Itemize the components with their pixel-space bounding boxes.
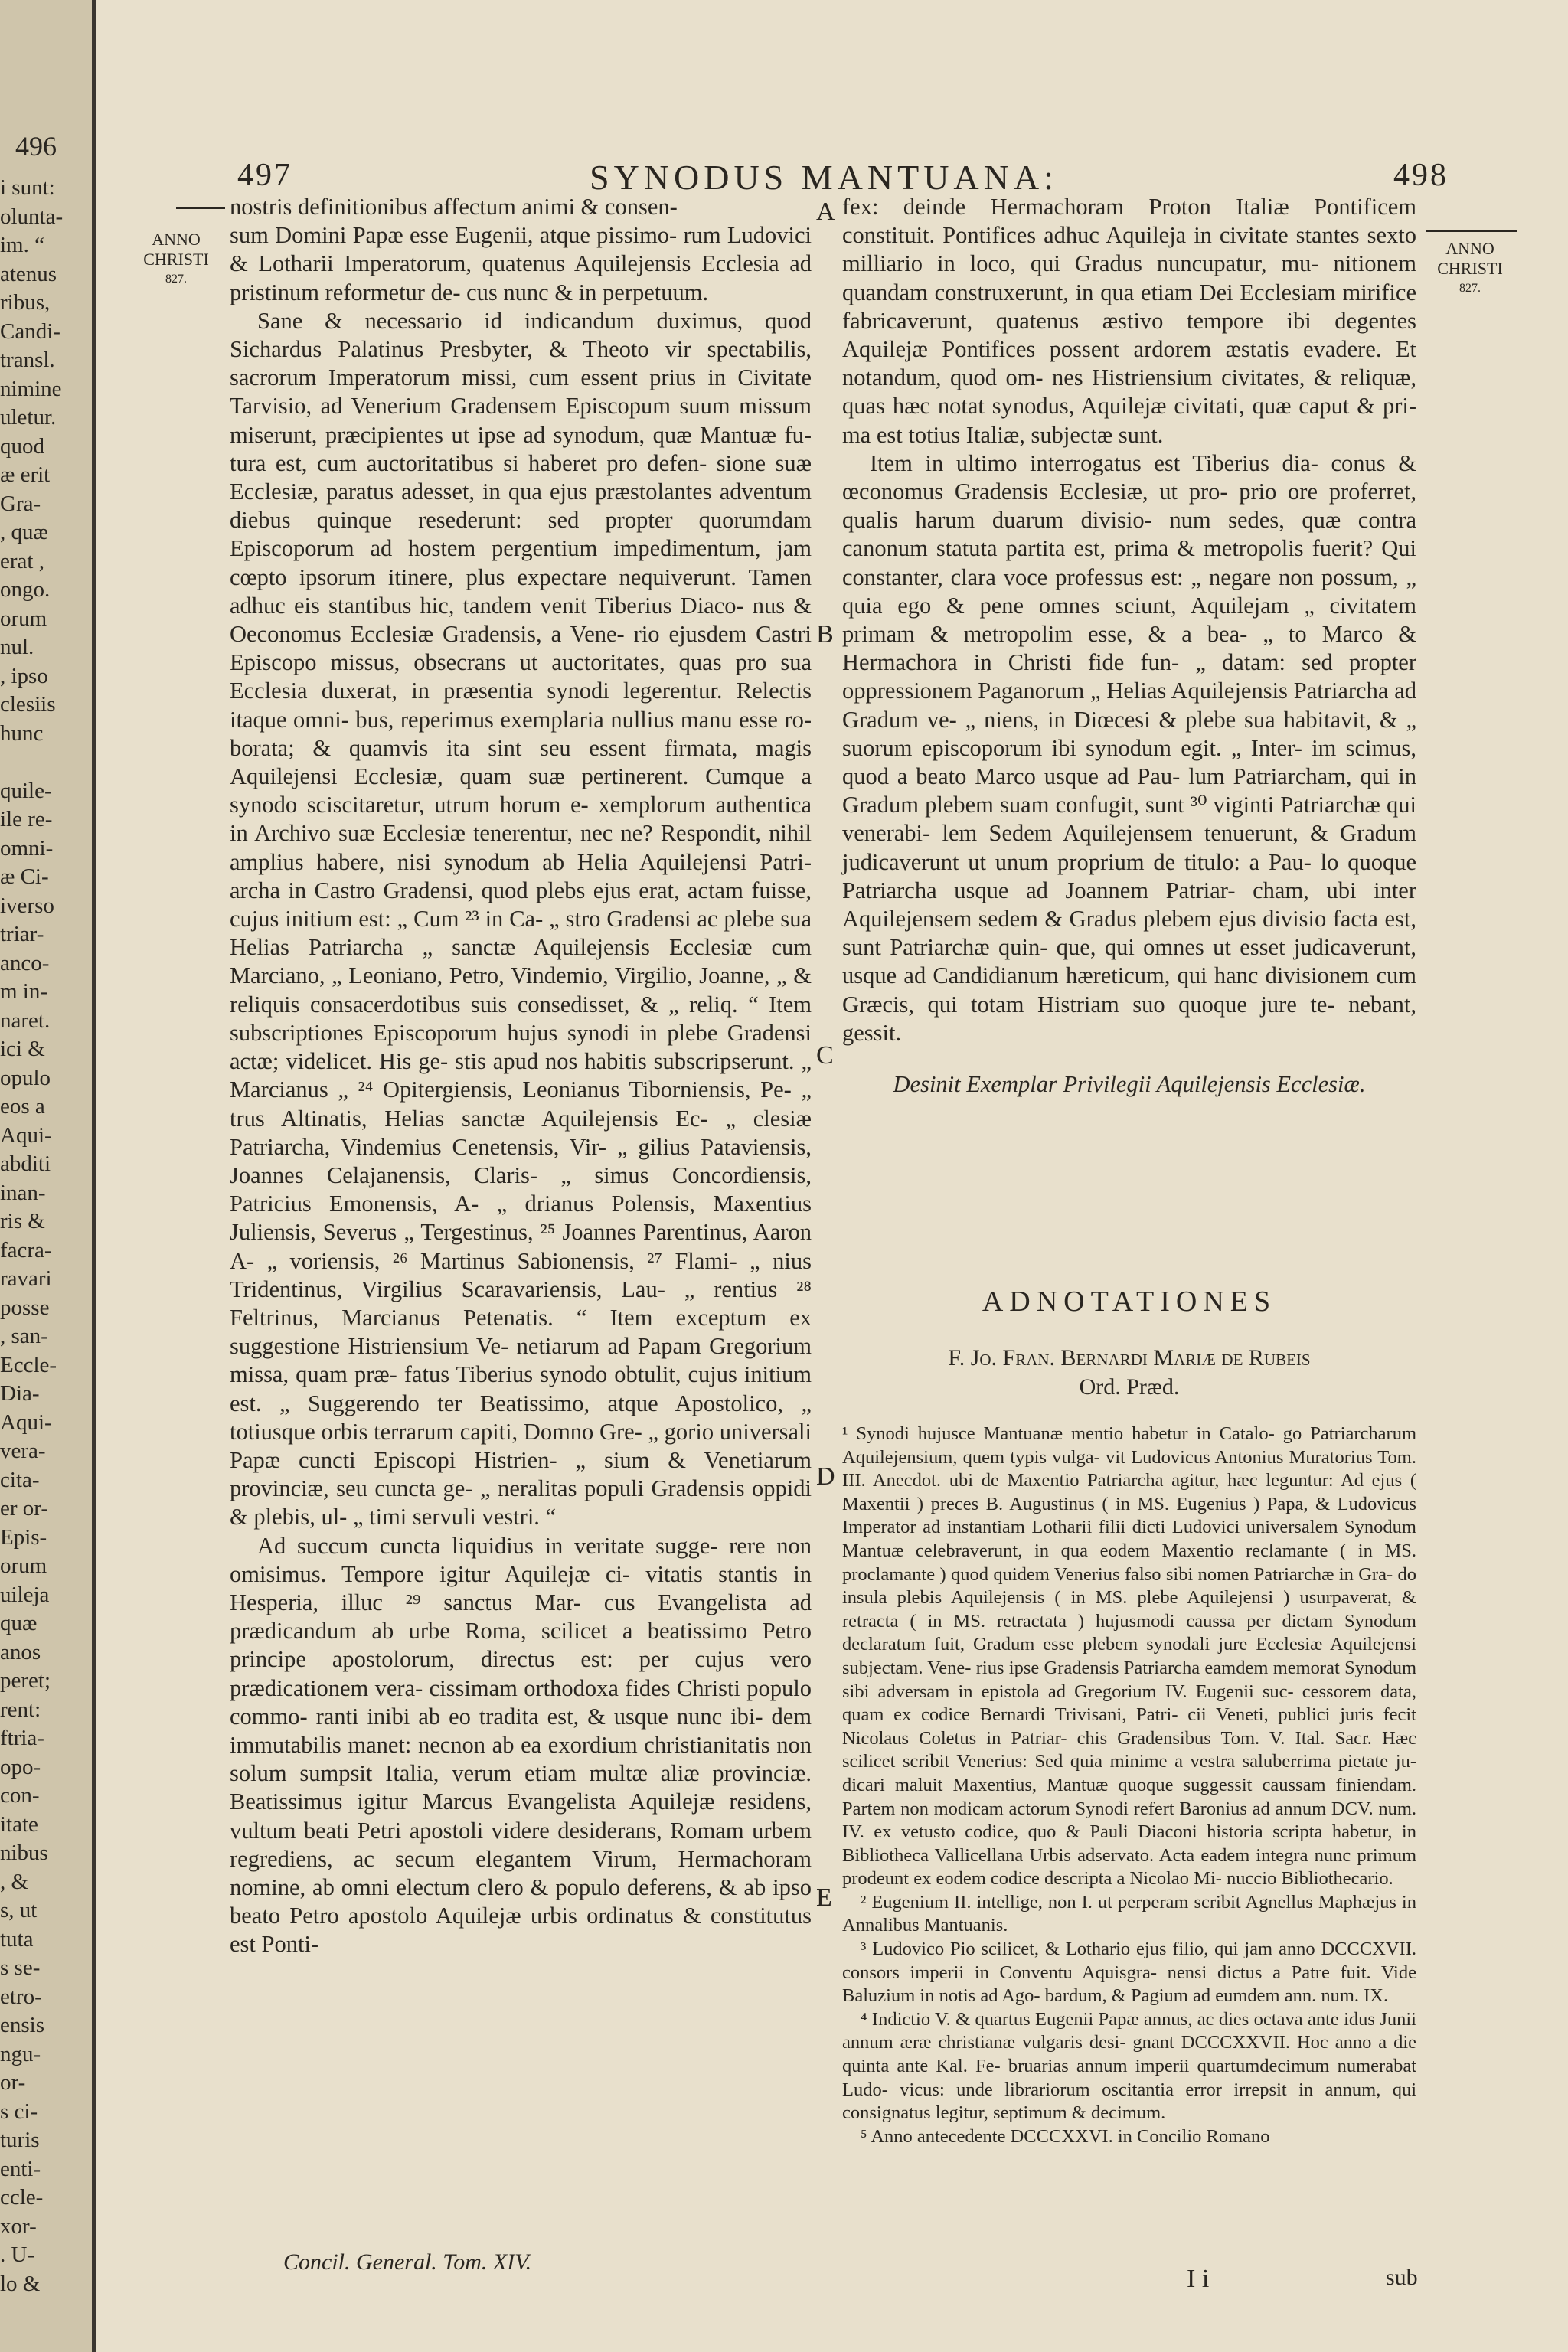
previous-page-fragment: opulo	[0, 1065, 51, 1090]
previous-page-fragment: er or-	[0, 1496, 49, 1521]
previous-page-number: 496	[15, 131, 57, 162]
previous-page-fragment: ici &	[0, 1037, 45, 1061]
previous-page-fragment: ile re-	[0, 807, 53, 831]
previous-page-fragment: or-	[0, 2070, 26, 2095]
previous-page-fragment: etro-	[0, 1984, 42, 2009]
previous-page-fragment: Eccle-	[0, 1352, 57, 1377]
anno-year: 827.	[1459, 282, 1481, 295]
previous-page-fragment: , ipso	[0, 663, 48, 688]
note: ² Eugenium II. intellige, non I. ut perperam scribit Agnellus Maphæjus in Annalibus Mantuanis.	[842, 1891, 1416, 1936]
paragraph: sum Domini Papæ esse Eugenii, atque pissimo- rum Ludovici & Lotharii Imperatorum, quatenus Aquilejensis Ecclesia ad pristinum reformetur de- cus nunc & in perpetuum.	[230, 222, 812, 305]
left-column	[230, 193, 812, 1959]
previous-page-fragment: olunta-	[0, 204, 64, 229]
margin-letter-b: B	[816, 620, 834, 648]
note: ⁵ Anno antecedente DCCCXXVI. in Concilio Romano	[861, 2125, 1270, 2147]
previous-page-fragment: ris &	[0, 1209, 45, 1233]
previous-page-fragment: ravari	[0, 1266, 52, 1291]
previous-page-fragment: omni-	[0, 835, 54, 861]
previous-page-fragment: rent:	[0, 1697, 41, 1722]
margin-letter-d: D	[816, 1462, 835, 1491]
previous-page-strip	[0, 0, 96, 2352]
previous-page-fragment: con-	[0, 1783, 40, 1808]
note: ¹ Synodi hujusce Mantuanæ mentio habetur in Catalo- go Patriarcharum Aquilejensium, quem typis vulga- vit Ludovicus Antonius Muratorius Tom. III. Anecdot. ubi de Maxentio Patriarcha agitur, hæc leguntur: Ad ejus ( Maxentii ) preces B. Augustinus ( in MS. Eugenius ) Papa, & Ludovicus Imperator ad instantiam Lotharii filii dicti Ludovici universalem Synodum Mantuæ celebraverunt, in qua eodem Maxentio reclamante ( in MS. proclamante ) quod quidem Venerius falso sibi nomen Patriarchæ in Gra- do insula plebis Aquilejensis ( in MS. plebe Aquilejensi ) usurpaverat, & retracta ( in MS. retractata ) hujusmodi caussa per dictam Synodum declaratum fuit, Gradum esse plebem synodali jure Ecclesiæ Aquilejensi subjectam. Vene- rius ipse Gradensis Patriarcha eamdem memorat Synodum sibi adversam in epistola ad Gregorium IV. Eugenii suc- cessorem data, quam ex codice Bernardi Trivisani, Patri- cii Veneti, publici juris fecit Nicolaus Coletus in Patriar- chis Gradensibus Tom. V. Ital. Sacr. Hæc scilicet scribit Venerius: Sed quia minime a vestra saluberrima pietate ju- dicari maluit Maxentius, Mantuæ quoque suggessit caussam finiendam. Partem non modicam actorum Synodi refert Baronius ad annum DCV. num. IV. ex vetusto codice, quo & Pauli Diaconi historia scripta habetur, in Bibliotheca Vallicellana Urbis adservato. Acta eadem integra nunc primum prodeunt ex eodem codice descripta a Nicolao Mi- nuccio Bibliothecario.	[842, 1423, 1416, 1890]
previous-page-fragment: atenus	[0, 261, 57, 286]
anno-label: ANNO	[1446, 239, 1494, 258]
annotator-credit	[842, 1344, 1416, 1402]
note: ³ Ludovico Pio scilicet, & Lothario ejus filio, qui jam anno DCCCXVII. consors imperii in Conventu Aquisgra- nensi dictus a Patre fuit. Vide Baluzium in notis ad Ago- bardum, & Pagium ad eumdem ann. num. IX.	[842, 1939, 1416, 2007]
running-title: SYNODUS MANTUANA:	[590, 158, 1058, 197]
previous-page-fragment: facra-	[0, 1237, 52, 1263]
author-order: Ord. Præd.	[1079, 1374, 1180, 1400]
annotations	[842, 1423, 1416, 2148]
left-page-number: 497	[237, 158, 292, 193]
paragraph: Item in ultimo interrogatus est Tiberius dia- conus & œconomus Gradensis Ecclesiæ, ut pro- prio ore proferret, qualis harum duarum divisio- num sedes, quæ contra canonum statuta partita est, prima & metropolis fuerit? Qui constanter, clara voce professus est: „ negare non possum, „ quia ego & pene omnes sciunt, Aquilejam „ civitatem primam & metropolim esse, & a bea- „ to Marco & Hermachora in Christi fide fun- „ datam: sed propter oppressionem Paganorum „ Helias Aquilejensis Patriarcha ad Gradum ve- „ niens, in Diœcesi & plebe sua habitavit, & „ suorum episcoporum ibi synodum egit. „ Inter- im scimus, quod a beato Marco usque ad Pau- lum Patriarcham, qui in Gradum plebem suam confugit, sunt ³⁰ viginti Patriarchæ qui venerabi- lem Sedem Aquilejensem tenuerunt, & Gradum judicaverunt ut unum proprium de titulo: a Pau- lo quoque Patriarcha usque ad Joannem Patriar- cham, ubi inter Aquilejensem sedem & Gradus plebem ejus divisio facta est, sunt Patriarchæ quin- que, qui omnes ut esset judicaverunt, usque ad Candidianum hæreticum, qui hanc divisionem cum Græcis, qui totam Histriam suo quoque jure te- nebant, gessit.	[842, 449, 1416, 1046]
previous-page-fragment: nul.	[0, 635, 34, 659]
previous-page-fragment: uileja	[0, 1582, 50, 1607]
previous-page-fragment: uletur.	[0, 405, 57, 430]
previous-page-fragment: orum	[0, 1553, 47, 1578]
previous-page-fragment: quæ	[0, 1611, 38, 1635]
previous-page-fragment: ngu-	[0, 2041, 41, 2066]
previous-page-fragment: vera-	[0, 1439, 46, 1463]
previous-page-fragment: inan-	[0, 1180, 46, 1205]
previous-page-fragment: . U-	[0, 2243, 35, 2267]
explicit-line: Desinit Exemplar Privilegii Aquilejensis Ecclesiæ.	[893, 1071, 1366, 1098]
previous-page-fragment: m in-	[0, 979, 48, 1004]
footer-reference: Concil. General. Tom. XIV.	[283, 2249, 532, 2275]
anno-christi-right	[1424, 239, 1516, 299]
right-column	[842, 193, 1416, 1099]
previous-page-fragment: orum	[0, 606, 47, 631]
previous-page-fragment: ftria-	[0, 1726, 44, 1750]
previous-page-fragment: Candi-	[0, 318, 60, 344]
paragraph: Sane & necessario id indicandum duximus, quod Sichardus Palatinus Presbyter, & Theoto vir spectabilis, sacrorum Imperatorum missi, cum essent prius in Civitate Tarvisio, ad Venerium Gradensem Episcopum suum missum miserunt, præcipientes ut ipse ad synodum, quæ Mantuæ fu- tura est, cum auctoritatibus si haberet pro defen- sione suæ Ecclesiæ, paratus adesset, in qua ejus præstolantes adventum diebus quinque resederunt: sed propter quorumdam Episcoporum ad hostem pergentium impedimentum, jam cœpto ipsorum itinere, plus expectare nequiverunt. Tamen adhuc eis stantibus hic, tandem venit Tiberius Diaco- nus & Oeconomus Ecclesiæ Gradensis, a Vene- rio ejusdem Castri Episcopo missus, obsecrans ut auctoritates, quas pro sua Ecclesia duxerat, in præsentia synodi legerentur. Relectis itaque omni- bus, reperimus exemplaria nullius manu esse ro- borata; & quamvis ita sint seu essent firmata, magis Aquilejensi Ecclesiæ, quam suæ pertinerent. Cumque a synodo sciscitaretur, utrum horum e- xemplorum authentica in Archivo suæ Ecclesiæ tenerentur, nec ne? Respondit, nihil amplius habere, nisi synodum ab Helia Aquilejensi Patri- archa in Castro Gradensi, quod plebs ejus erat, actam fuisse, cujus initium est: „ Cum ²³ in Ca- „ stro Gradensi ac plebe sua Helias Patriarcha „ sanctæ Aquilejensis Ecclesiæ cum Marciano, „ Leoniano, Petro, Vindemio, Virgilio, Joanne, „ & reliquis consacerdotibus suis consedisset, & „ reliq. “ Item subscriptiones Episcoporum hujus synodi in plebe Gradensi actæ; videlicet. His ge- stis apud nos habitis subscripserunt. „ Marcianus „ ²⁴ Opitergiensis, Leonianus Tiborniensis, Pe- „ trus Altinatis, Helias sanctæ Aquilejensis Ec- „ clesiæ Patriarcha, Vindemius Cenetensis, Vir- „ gilius Pataviensis, Joannes Celajanensis, Claris- „ simus Concordiensis, Patricius Emonensis, A- „ drianus Polensis, Maxentius Juliensis, Severus „ Tergestinus, ²⁵ Joannes Parentinus, Aaron A- „ voriensis, ²⁶ Martinus Sabionensis, ²⁷ Flami- „ nius Tridentinus, Virgilius Scaravariensis, Lau- „ rentius ²⁸ Feltrinus, Marcianus Petenatis. “ Item exceptum ex suggestione Histriensium Ve- netiarum ad Papam Gregorium missa, quam præ- fatus Tiberius synodo obtulit, cujus initium est. „ Suggerendo ter Beatissimo, atque Apostolico, „ totiusque orbis terrarum capiti, Domno Gre- „ gorio universali Papæ cuncti Episcopi Histrien- „ sium & Venetiarum provinciæ, seu cuncta ge- „ neralitas populi Gradensis oppidi & plebis, ul- „ timi servuli vestri. “	[230, 307, 812, 1530]
previous-page-fragment: cita-	[0, 1467, 40, 1492]
paragraph: fex: deinde Hermachoram Proton Italiæ Pontificem constituit. Pontifices adhuc Aquileja in civitate stantes sexto milliario in loco, qui Gradus nuncupatur, mu- nitionem quandam construxerunt, in qua etiam Dei Ecclesiam mirifice fabricaverunt, quatenus æstivo tempore ibi degentes Aquilejæ Pontifices possent ardorem æstatis evadere. Et notandum, quod om- nes Histriensium civitates, & reliquæ, quas hæc notat synodus, Aquilejæ civitati, quæ caput & pri- ma est totius Italiæ, subjectæ sunt.	[842, 194, 1416, 448]
previous-page-fragment: s se-	[0, 1955, 41, 1980]
previous-page-fragment: nibus	[0, 1841, 48, 1865]
previous-page-fragment: s, ut	[0, 1898, 38, 1922]
previous-page-fragment: opo-	[0, 1754, 41, 1779]
adnotationes-heading: ADNOTATIONES	[982, 1285, 1277, 1318]
previous-page-fragment: quod	[0, 433, 44, 459]
previous-page-fragment: triar-	[0, 922, 44, 946]
previous-page-fragment: s ci-	[0, 2099, 38, 2124]
previous-page-fragment: Gra-	[0, 491, 41, 516]
previous-page-fragment: quile-	[0, 778, 52, 803]
previous-page-fragment: , san-	[0, 1324, 48, 1348]
right-rule	[1426, 230, 1517, 232]
previous-page-fragment: clesiis	[0, 692, 56, 717]
previous-page-fragment: anco-	[0, 950, 50, 975]
anno-christi-left	[134, 230, 218, 289]
margin-letter-e: E	[816, 1883, 832, 1912]
catchword: sub	[1386, 2265, 1418, 2290]
anno-year: 827.	[165, 273, 187, 286]
author-name: F. Jo. Fran. Bernardi Mariæ de Rubeis	[948, 1345, 1311, 1370]
previous-page-fragment: anos	[0, 1639, 41, 1664]
previous-page-fragment: itate	[0, 1811, 38, 1837]
previous-page-fragment: ribus,	[0, 290, 51, 315]
previous-page-fragment: ongo.	[0, 577, 51, 602]
previous-page-fragment: naret.	[0, 1008, 51, 1033]
previous-page-fragment: xor-	[0, 2213, 37, 2239]
previous-page-fragment: æ Ci-	[0, 864, 49, 889]
signature-mark: I i	[1187, 2265, 1210, 2293]
previous-page-fragment: ccle-	[0, 2185, 44, 2210]
previous-page-fragment: Aqui-	[0, 1122, 52, 1148]
previous-page-fragment: Aqui-	[0, 1410, 52, 1435]
left-rule	[176, 207, 225, 209]
christi-label: CHRISTI	[143, 250, 209, 269]
previous-page-fragment: posse	[0, 1295, 50, 1320]
right-page-number: 498	[1393, 158, 1449, 193]
previous-page-fragment: peret;	[0, 1668, 51, 1693]
previous-page-fragment: i sunt:	[0, 175, 55, 200]
previous-page-fragment: , &	[0, 1869, 29, 1894]
note: ⁴ Indictio V. & quartus Eugenii Papæ annus, ac dies octava ante idus Junii annum æræ christianæ vulgaris desi- gnant DCCCXXVII. Hoc anno a die quinta ante Kal. Fe- bruarias annum imperii quartumdecimum numerabat Ludo- vicus: unde librariorum oscitantia error irrepsit in annum, qui consignatus legitur, septimum & decimum.	[842, 2008, 1416, 2124]
previous-page-fragment: erat ,	[0, 548, 44, 573]
previous-page-fragment: ensis	[0, 2013, 44, 2037]
christi-label: CHRISTI	[1437, 259, 1503, 278]
previous-page-fragment: iverso	[0, 893, 54, 918]
previous-page-fragment: Dia-	[0, 1381, 40, 1406]
previous-page-fragment: enti-	[0, 2156, 41, 2181]
previous-page-fragment: Epis-	[0, 1524, 47, 1550]
previous-page-fragment: abditi	[0, 1152, 51, 1176]
anno-label: ANNO	[152, 230, 201, 249]
previous-page-fragment: eos a	[0, 1094, 45, 1119]
margin-letter-a: A	[816, 198, 835, 226]
previous-page-fragment: nimine	[0, 376, 62, 401]
margin-letter-c: C	[816, 1041, 834, 1070]
previous-page-fragment: hunc	[0, 720, 44, 746]
previous-page-fragment: transl.	[0, 348, 55, 372]
paragraph: Ad succum cuncta liquidius in veritate sugge- rere non omisimus. Tempore igitur Aquilejæ ci- vitatis stantis in Hesperia, illuc ²⁹ sanctus Mar- cus Evangelista ad prædicandum ab urbe Roma, scilicet a beatissimo Petro principe apostolorum, directus est: per cujus vero prædicationem vera- cissimam orthodoxa fides Christi populo commo- ranti inibi ab eo tradita est, & usque nunc ibi- dem immutabilis manet: necnon ab ea exordium christianitatis non solum sumpsit Italia, verum etiam multæ aliæ provinciæ. Beatissimus igitur Marcus Evangelista Aquilejæ residens, vultum beati Petri apostoli videre desiderans, Romam urbem regrediens, ac secum elegantem Virum, Hermachoram nomine, ab omni electum clero & populo deferens, & ab ipso beato Petro apostolo Aquilejæ urbis ordinatus & constitutus est Ponti-	[230, 1532, 812, 1958]
previous-page-fragment: , quæ	[0, 520, 48, 544]
previous-page-fragment: lo &	[0, 2271, 41, 2296]
paragraph: nostris definitionibus affectum animi & consen-	[230, 194, 678, 220]
previous-page-fragment: æ erit	[0, 462, 51, 487]
previous-page-fragment: tuta	[0, 1926, 34, 1952]
previous-page-fragment: turis	[0, 2128, 40, 2152]
previous-page-fragment: im. “	[0, 233, 44, 257]
